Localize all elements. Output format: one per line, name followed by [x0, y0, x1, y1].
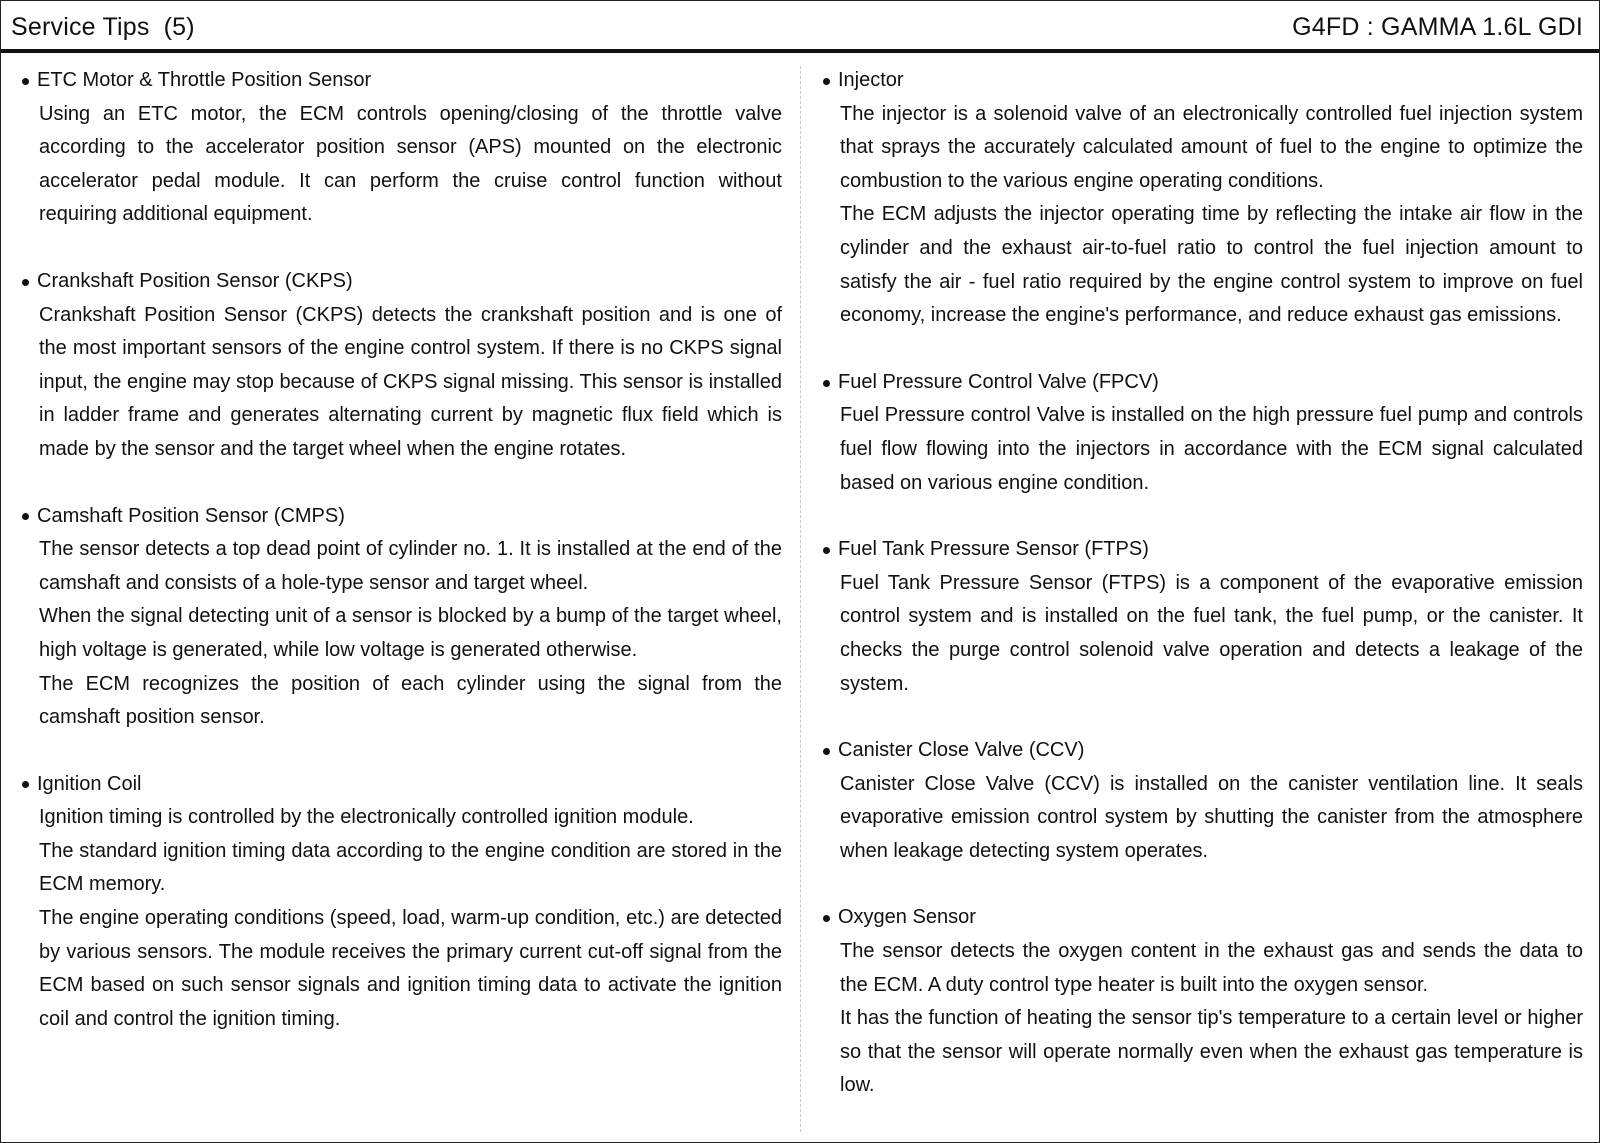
section-ftps	[823, 533, 1583, 701]
bullet-icon	[823, 748, 830, 755]
section-paragraph: Crankshaft Position Sensor (CKPS) detects the crankshaft position and is one of the most important sensors of the engine control system. If there is no CKPS signal input, the engine may stop because of CKPS signal missing. This sensor is installed in ladder frame and generates alternating current by magnetic flux field which is made by the sensor and the target wheel when the engine rotates.	[39, 303, 782, 460]
bullet-icon	[823, 915, 830, 922]
bullet-icon	[22, 78, 29, 85]
section-ignition-coil	[22, 768, 782, 1037]
section-cmps	[22, 500, 782, 735]
section-paragraph: When the signal detecting unit of a sensor is blocked by a bump of the target wheel, high voltage is generated, while low voltage is generated otherwise.	[39, 605, 782, 661]
section-title-text: Crankshaft Position Sensor (CKPS)	[37, 269, 353, 292]
section-injector	[823, 64, 1583, 333]
section-paragraph: Fuel Tank Pressure Sensor (FTPS) is a component of the evaporative emission control system and is installed on the fuel tank, the fuel pump, or the canister. It checks the purge control solenoid valve operation and detects a leakage of the system.	[840, 571, 1583, 695]
section-title	[823, 734, 1583, 768]
page-title	[11, 13, 195, 42]
section-title	[823, 533, 1583, 567]
section-title-text: ETC Motor & Throttle Position Sensor	[37, 69, 372, 91]
section-paragraph: The sensor detects a top dead point of cylinder no. 1. It is installed at the end of the camshaft and consists of a hole-type sensor and target wheel.	[39, 538, 782, 594]
section-ckps	[22, 265, 782, 467]
bullet-icon	[823, 547, 830, 554]
bullet-icon	[22, 279, 29, 286]
section-fpcv	[823, 366, 1583, 500]
section-title-text: Fuel Pressure Control Valve (FPCV)	[838, 370, 1159, 393]
section-paragraph: The engine operating conditions (speed, load, warm-up condition, etc.) are detected by various sensors. The module receives the primary current cut-off signal from the ECM based on such sensor signals and ignition timing data to activate the ignition coil and control the ignition timing.	[39, 907, 782, 1030]
engine-code: G4FD : GAMMA 1.6L GDI	[1292, 13, 1583, 41]
section-title	[823, 64, 1583, 98]
section-paragraph: Using an ETC motor, the ECM controls opening/closing of the throttle valve according to the accelerator position sensor (APS) mounted on the electronic accelerator pedal module. It can perform the cruise control function without requiring additional equipment.	[39, 102, 782, 226]
section-title-text: Oxygen Sensor	[838, 906, 976, 929]
section-paragraph: The sensor detects the oxygen content in the exhaust gas and sends the data to the ECM. A duty control type heater is built into the oxygen sensor.	[840, 940, 1583, 996]
section-paragraph: It has the function of heating the sensor tip's temperature to a certain level or higher so that the sensor will operate normally even when the exhaust gas temperature is low.	[840, 1007, 1583, 1097]
section-oxygen-sensor	[823, 901, 1583, 1103]
column-divider	[800, 66, 801, 1132]
title-text: Service Tips	[11, 13, 150, 41]
section-title-text: Injector	[838, 69, 904, 91]
section-paragraph: The ECM recognizes the position of each cylinder using the signal from the camshaft position sensor.	[39, 672, 782, 729]
section-title-text: Canister Close Valve (CCV)	[838, 739, 1085, 762]
section-title	[22, 265, 782, 299]
section-title	[22, 64, 782, 98]
section-etc-motor	[22, 64, 782, 232]
right-column	[823, 64, 1583, 1136]
bullet-icon	[22, 781, 29, 788]
section-title-text: Camshaft Position Sensor (CMPS)	[37, 504, 345, 527]
bullet-icon	[22, 513, 29, 520]
page-number: (5)	[163, 13, 195, 41]
section-title	[22, 768, 782, 802]
section-paragraph: The injector is a solenoid valve of an electronically controlled fuel injection system that sprays the accurately calculated amount of fuel to the engine to optimize the combustion to the various engine operating conditions.	[840, 102, 1583, 192]
section-paragraph: The standard ignition timing data according to the engine condition are stored in the ECM memory.	[39, 839, 782, 896]
section-paragraph: Ignition timing is controlled by the electronically controlled ignition module.	[39, 806, 694, 829]
section-paragraph: The ECM adjusts the injector operating time by reflecting the intake air flow in the cylinder and the exhaust air-to-fuel ratio to control the fuel injection amount to satisfy the air - fuel ratio required by the engine control system to improve on fuel economy, increase the engine's performance, and reduce exhaust gas emissions.	[840, 203, 1583, 327]
header-rule	[1, 49, 1599, 53]
section-title	[823, 366, 1583, 400]
section-title	[823, 901, 1583, 935]
bullet-icon	[823, 78, 830, 85]
section-ccv	[823, 734, 1583, 868]
section-paragraph: Fuel Pressure control Valve is installed on the high pressure fuel pump and controls fuel flow flowing into the injectors in accordance with the ECM signal calculated based on various engine condition.	[840, 404, 1583, 494]
section-title-text: Fuel Tank Pressure Sensor (FTPS)	[838, 538, 1149, 561]
left-column	[22, 64, 782, 1069]
page-header	[1, 1, 1599, 49]
bullet-icon	[823, 380, 830, 387]
section-paragraph: Canister Close Valve (CCV) is installed on the canister ventilation line. It seals evaporative emission control system by shutting the canister from the atmosphere when leakage detecting system operates.	[840, 772, 1583, 862]
section-title-text: Ignition Coil	[37, 772, 142, 795]
section-title	[22, 500, 782, 534]
